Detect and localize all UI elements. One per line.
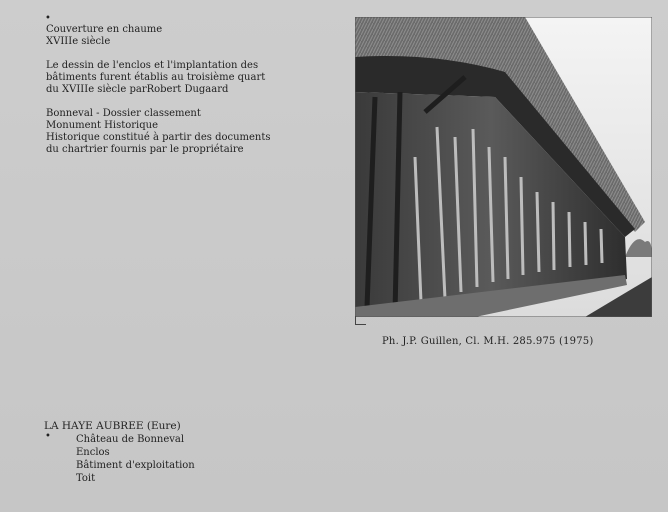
bullet-mark: •	[45, 13, 51, 24]
photo-caption: Ph. J.P. Guillen, Cl. M.H. 285.975 (1975)	[382, 336, 594, 347]
note-line: Couverture en chaume	[46, 24, 163, 35]
note-line: du XVIIIe siècle parRobert Dugaard	[46, 84, 229, 95]
subject-item: Enclos	[76, 447, 110, 458]
subject-item: Toit	[76, 473, 96, 484]
note-line: XVIIIe siècle	[46, 36, 111, 47]
description-notes	[46, 24, 346, 156]
note-line: Bonneval - Dossier classement	[46, 108, 201, 119]
building-photo	[355, 17, 652, 317]
subject-item: Château de Bonneval	[76, 434, 185, 445]
note-line: du chartrier fournis par le propriétaire	[46, 144, 244, 155]
note-line: Monument Historique	[46, 120, 159, 131]
note-line: Le dessin de l'enclos et l'implantation des	[46, 60, 259, 71]
subject-item: Bâtiment d'exploitation	[76, 460, 195, 471]
note-line: Historique constitué à partir des documents	[46, 132, 271, 143]
place-name: LA HAYE AUBREE (Eure)	[44, 420, 181, 432]
subject-list	[76, 433, 195, 485]
note-line: bâtiments furent établis au troisième quart	[46, 72, 266, 83]
photo-corner-mark	[355, 316, 366, 325]
bullet-mark: •	[45, 431, 51, 442]
thatched-barn-image	[355, 17, 652, 317]
